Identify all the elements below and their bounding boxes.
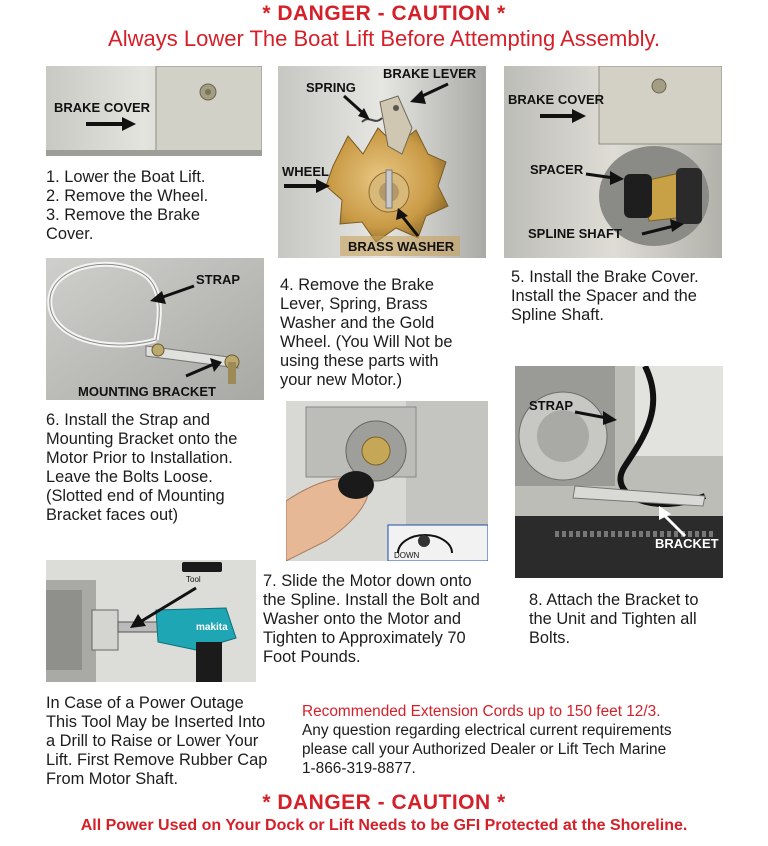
step-7-line: Washer onto the Motor and bbox=[263, 610, 462, 628]
step-3-line: 3. Remove the Brake bbox=[46, 206, 200, 224]
label-drill-brand: makita bbox=[196, 622, 228, 633]
label-strap-1: STRAP bbox=[196, 272, 241, 287]
contact-note bbox=[302, 721, 762, 778]
step-5-text bbox=[511, 268, 751, 325]
step-4-line: your new Motor.) bbox=[280, 371, 403, 389]
photo-strap-bracket bbox=[46, 258, 264, 400]
power-outage-note bbox=[46, 694, 296, 789]
power-outage-line: Lift. First Remove Rubber Cap bbox=[46, 751, 268, 769]
photo-motor-install bbox=[286, 401, 488, 561]
photo-drill-tool bbox=[46, 560, 256, 682]
label-spacer: SPACER bbox=[530, 162, 584, 177]
label-spring: SPRING bbox=[306, 80, 356, 95]
step-7-line: the Spline. Install the Bolt and bbox=[263, 591, 480, 609]
label-bracket: BRACKET bbox=[655, 536, 719, 551]
step-6-line: Motor Prior to Installation. bbox=[46, 449, 233, 467]
step-8-line: the Unit and Tighten all bbox=[529, 610, 697, 628]
photo-bracket-unit bbox=[515, 366, 723, 578]
step-5-line: 5. Install the Brake Cover. bbox=[511, 268, 699, 286]
power-outage-line: This Tool May be Inserted Into bbox=[46, 713, 266, 731]
step-7-text bbox=[263, 572, 523, 667]
step-8-text bbox=[529, 591, 749, 648]
label-strap-2: STRAP bbox=[529, 398, 574, 413]
contact-phone: 1-866-319-8877. bbox=[302, 760, 416, 777]
step-4-line: Lever, Spring, Brass bbox=[280, 295, 428, 313]
step-5-line: Spline Shaft. bbox=[511, 306, 604, 324]
power-outage-line: In Case of a Power Outage bbox=[46, 694, 244, 712]
step-4-line: using these parts with bbox=[280, 352, 439, 370]
step-4-text bbox=[280, 276, 500, 390]
step-2-line: 2. Remove the Wheel. bbox=[46, 187, 209, 205]
label-spline-shaft: SPLINE SHAFT bbox=[528, 226, 622, 241]
footer-gfi-notice: All Power Used on Your Dock or Lift Needs to be GFI Protected at the Shoreline. bbox=[80, 817, 688, 834]
step-8-line: Bolts. bbox=[529, 629, 570, 647]
extension-cord-note: Recommended Extension Cords up to 150 feet 12/3. bbox=[302, 703, 661, 720]
step-1-3-text bbox=[46, 168, 276, 244]
step-8-line: 8. Attach the Bracket to bbox=[529, 591, 699, 609]
step-6-line: 6. Install the Strap and bbox=[46, 411, 211, 429]
power-outage-line: From Motor Shaft. bbox=[46, 770, 179, 788]
label-brake-cover-1: BRAKE COVER bbox=[54, 100, 151, 115]
step-7-line: Tighten to Approximately 70 bbox=[263, 629, 466, 647]
label-brake-lever: BRAKE LEVER bbox=[383, 66, 477, 81]
photo-brake-cover bbox=[46, 66, 262, 156]
step-6-line: Bracket faces out) bbox=[46, 506, 179, 524]
footer-warning: * DANGER - CAUTION * bbox=[262, 791, 506, 814]
power-outage-line: a Drill to Raise or Lower Your bbox=[46, 732, 259, 750]
photo-wheel-assembly bbox=[278, 66, 486, 258]
header-warning: * DANGER - CAUTION * bbox=[262, 2, 506, 25]
step-6-line: Leave the Bolts Loose. bbox=[46, 468, 213, 486]
step-4-line: Wheel. (You Will Not be bbox=[280, 333, 453, 351]
label-brake-cover-2: BRAKE COVER bbox=[508, 92, 605, 107]
step-7-line: 7. Slide the Motor down onto bbox=[263, 572, 472, 590]
step-3-line-cont: Cover. bbox=[46, 225, 94, 243]
step-6-line: Mounting Bracket onto the bbox=[46, 430, 238, 448]
contact-line: please call your Authorized Dealer or Lift Tech Marine bbox=[302, 741, 667, 758]
step-5-line: Install the Spacer and the bbox=[511, 287, 697, 305]
label-tool: Tool bbox=[186, 575, 201, 584]
label-down: DOWN bbox=[394, 551, 420, 560]
label-brass-washer: BRASS WASHER bbox=[348, 239, 455, 254]
photo-spacer-spline bbox=[504, 66, 722, 258]
label-mounting-bracket: MOUNTING BRACKET bbox=[78, 384, 216, 399]
step-1-line: 1. Lower the Boat Lift. bbox=[46, 168, 206, 186]
step-4-line: Washer and the Gold bbox=[280, 314, 435, 332]
step-6-line: (Slotted end of Mounting bbox=[46, 487, 225, 505]
label-wheel: WHEEL bbox=[282, 164, 329, 179]
contact-line: Any question regarding electrical current requirements bbox=[302, 722, 672, 739]
step-7-line: Foot Pounds. bbox=[263, 648, 361, 666]
step-6-text bbox=[46, 411, 282, 525]
header-subtitle: Always Lower The Boat Lift Before Attempting Assembly. bbox=[108, 26, 660, 51]
step-4-line: 4. Remove the Brake bbox=[280, 276, 434, 294]
